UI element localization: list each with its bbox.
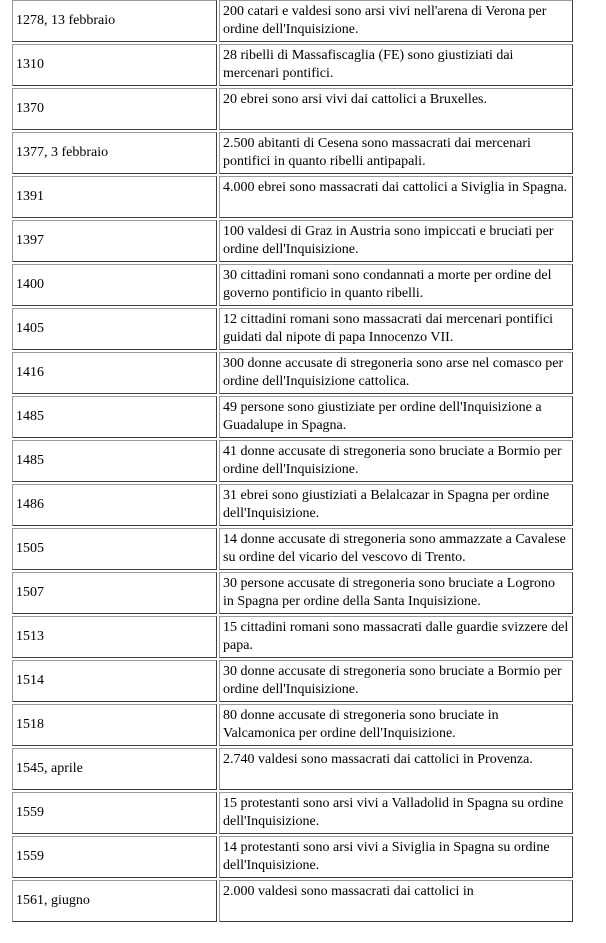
- event-cell: [219, 440, 573, 482]
- event-text: 14 donne accusate di stregoneria sono ammazzate a Cavalese su ordine del vicario del vescovo di Trento.: [223, 532, 566, 565]
- date-text: 1545, aprile: [16, 761, 83, 776]
- date-cell: [12, 132, 217, 174]
- event-text: 30 persone accusate di stregoneria sono bruciate a Logrono in Spagna per ordine della Santa Inquisizione.: [223, 576, 555, 609]
- date-cell: [12, 88, 217, 130]
- date-text: 1310: [16, 57, 44, 72]
- event-text: 100 valdesi di Graz in Austria sono impiccati e bruciati per ordine dell'Inquisizione.: [223, 224, 554, 257]
- event-text: 80 donne accusate di stregoneria sono bruciate in Valcamonica per ordine dell'Inquisizione.: [223, 708, 499, 741]
- date-cell: [12, 660, 217, 702]
- event-text: 31 ebrei sono giustiziati a Belalcazar in Spagna per ordine dell'Inquisizione.: [223, 488, 550, 521]
- date-text: 1416: [16, 365, 44, 380]
- event-text: 30 cittadini romani sono condannati a morte per ordine del governo pontificio in quanto ribelli.: [223, 268, 552, 301]
- event-cell: [219, 572, 573, 614]
- date-cell: [12, 704, 217, 746]
- table-row: [12, 132, 573, 174]
- event-cell: [219, 220, 573, 262]
- date-cell: [12, 176, 217, 218]
- event-text: 15 protestanti sono arsi vivi a Valladolid in Spagna su ordine dell'Inquisizione.: [223, 796, 564, 829]
- date-cell: [12, 44, 217, 86]
- table-row: [12, 748, 573, 790]
- event-cell: [219, 704, 573, 746]
- date-cell: [12, 0, 217, 42]
- event-cell: [219, 132, 573, 174]
- date-cell: [12, 308, 217, 350]
- date-text: 1405: [16, 321, 44, 336]
- event-text: 49 persone sono giustiziate per ordine dell'Inquisizione a Guadalupe in Spagna.: [223, 400, 542, 433]
- table-row: [12, 836, 573, 878]
- date-cell: [12, 528, 217, 570]
- date-cell: [12, 792, 217, 834]
- event-cell: [219, 660, 573, 702]
- event-text: 300 donne accusate di stregoneria sono arse nel comasco per ordine dell'Inquisizione cattolica.: [223, 356, 564, 389]
- table-row: [12, 396, 573, 438]
- document-page: [10, 0, 575, 924]
- table-row: [12, 308, 573, 350]
- date-cell: [12, 836, 217, 878]
- table-row: [12, 88, 573, 130]
- date-text: 1518: [16, 717, 44, 732]
- date-cell: [12, 352, 217, 394]
- event-text: 30 donne accusate di stregoneria sono bruciate a Bormio per ordine dell'Inquisizione.: [223, 664, 562, 697]
- event-cell: [219, 484, 573, 526]
- event-text: 12 cittadini romani sono massacrati dai mercenari pontifici guidati dal nipote di papa Innocenzo VII.: [223, 312, 554, 345]
- date-text: 1561, giugno: [16, 893, 90, 908]
- event-text: 28 ribelli di Massafiscaglia (FE) sono giustiziati dai mercenari pontifici.: [223, 48, 514, 81]
- event-cell: [219, 528, 573, 570]
- date-text: 1278, 13 febbraio: [16, 13, 116, 28]
- table-row: [12, 176, 573, 218]
- event-cell: [219, 44, 573, 86]
- chronology-table: [10, 0, 575, 924]
- date-text: 1391: [16, 189, 44, 204]
- event-cell: [219, 0, 573, 42]
- table-row: [12, 704, 573, 746]
- event-text: 20 ebrei sono arsi vivi dai cattolici a Bruxelles.: [223, 92, 487, 107]
- table-row: [12, 528, 573, 570]
- date-text: 1486: [16, 497, 44, 512]
- event-text: 2.000 valdesi sono massacrati dai cattolici in: [223, 884, 474, 899]
- event-cell: [219, 264, 573, 306]
- event-cell: [219, 616, 573, 658]
- table-row: [12, 440, 573, 482]
- table-row: [12, 484, 573, 526]
- date-cell: [12, 880, 217, 922]
- date-cell: [12, 396, 217, 438]
- date-text: 1513: [16, 629, 44, 644]
- event-text: 2.740 valdesi sono massacrati dai cattolici in Provenza.: [223, 752, 533, 767]
- date-text: 1507: [16, 585, 44, 600]
- event-text: 200 catari e valdesi sono arsi vivi nell'arena di Verona per ordine dell'Inquisizione.: [223, 4, 547, 37]
- date-cell: [12, 220, 217, 262]
- table-row: [12, 660, 573, 702]
- date-cell: [12, 484, 217, 526]
- event-cell: [219, 396, 573, 438]
- date-text: 1397: [16, 233, 44, 248]
- event-text: 15 cittadini romani sono massacrati dalle guardie svizzere del papa.: [223, 620, 569, 653]
- chronology-table-body: [12, 0, 573, 922]
- date-cell: [12, 748, 217, 790]
- event-cell: [219, 748, 573, 790]
- date-text: 1370: [16, 101, 44, 116]
- event-cell: [219, 880, 573, 922]
- table-row: [12, 616, 573, 658]
- event-cell: [219, 88, 573, 130]
- date-text: 1505: [16, 541, 44, 556]
- table-row: [12, 792, 573, 834]
- table-row: [12, 880, 573, 922]
- date-text: 1514: [16, 673, 44, 688]
- date-cell: [12, 572, 217, 614]
- event-text: 14 protestanti sono arsi vivi a Siviglia in Spagna su ordine dell'Inquisizione.: [223, 840, 550, 873]
- date-cell: [12, 440, 217, 482]
- table-row: [12, 572, 573, 614]
- date-cell: [12, 264, 217, 306]
- event-cell: [219, 836, 573, 878]
- date-text: 1400: [16, 277, 44, 292]
- event-text: 2.500 abitanti di Cesena sono massacrati dai mercenari pontifici in quanto ribelli antipapali.: [223, 136, 531, 169]
- event-text: 41 donne accusate di stregoneria sono bruciate a Bormio per ordine dell'Inquisizione.: [223, 444, 562, 477]
- date-text: 1559: [16, 805, 44, 820]
- event-cell: [219, 352, 573, 394]
- table-row: [12, 0, 573, 42]
- date-text: 1485: [16, 453, 44, 468]
- date-text: 1559: [16, 849, 44, 864]
- event-cell: [219, 176, 573, 218]
- date-text: 1377, 3 febbraio: [16, 145, 109, 160]
- table-row: [12, 220, 573, 262]
- date-cell: [12, 616, 217, 658]
- table-row: [12, 44, 573, 86]
- date-text: 1485: [16, 409, 44, 424]
- event-cell: [219, 308, 573, 350]
- table-row: [12, 264, 573, 306]
- event-text: 4.000 ebrei sono massacrati dai cattolici a Siviglia in Spagna.: [223, 180, 568, 195]
- table-row: [12, 352, 573, 394]
- event-cell: [219, 792, 573, 834]
